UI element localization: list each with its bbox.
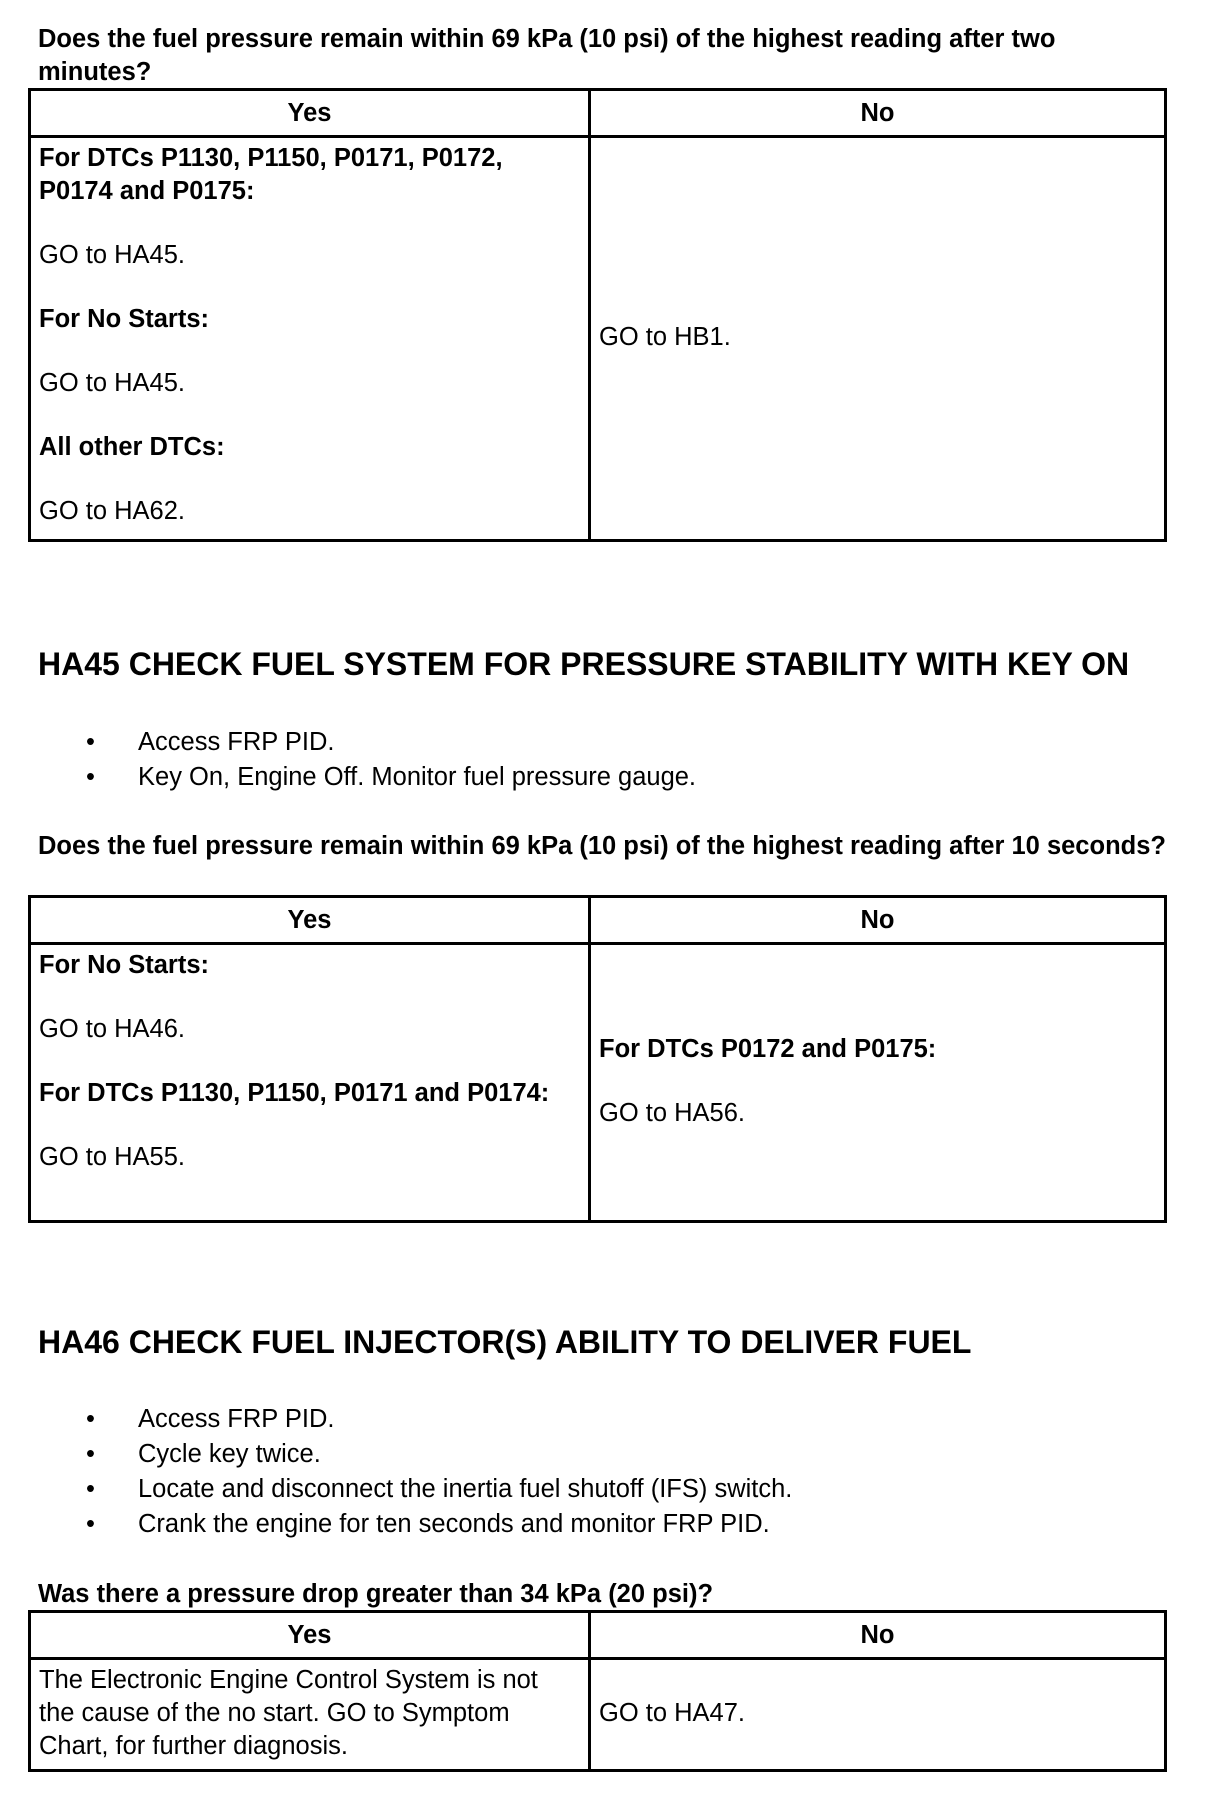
no-dtc-heading: For DTCs P0172 and P0175: (599, 1035, 937, 1063)
question-pressure-drop: Was there a pressure drop greater than 34 kPa (20 psi)? (38, 1580, 714, 1608)
ha45-steps (38, 725, 696, 795)
yes-cell (30, 944, 590, 1222)
yes-dtc-action: GO to HA55. (39, 1143, 185, 1171)
ha46-heading: HA46 CHECK FUEL INJECTOR(S) ABILITY TO DELIVER FUEL (38, 1324, 972, 1360)
ha46-step: • Access FRP PID. (38, 1402, 792, 1437)
yes-no-starts-heading: For No Starts: (39, 951, 210, 979)
question-two-minutes: Does the fuel pressure remain within 69 kPa (10 psi) of the highest reading after two minutes? (38, 25, 1056, 86)
no-action: GO to HA47. (599, 1699, 745, 1727)
ha45-step: • Access FRP PID. (38, 725, 696, 760)
ha46-steps (38, 1402, 792, 1542)
ha45-step: • Key On, Engine Off. Monitor fuel pressure gauge. (38, 760, 696, 795)
yes-no-starts-heading: For No Starts: (39, 305, 210, 333)
no-cell (590, 944, 1166, 1222)
decision-table-ha45 (28, 895, 1167, 1223)
yes-dtc-heading: For DTCs P1130, P1150, P0171 and P0174: (39, 1079, 550, 1107)
yes-header: Yes (30, 1612, 590, 1659)
question-ten-seconds: Does the fuel pressure remain within 69 kPa (10 psi) of the highest reading after 10 seconds? (38, 832, 1166, 860)
yes-header: Yes (30, 897, 590, 944)
yes-action: The Electronic Engine Control System is not the cause of the no start. GO to Symptom Chart, for further diagnosis. (39, 1666, 538, 1760)
yes-header: Yes (30, 90, 590, 137)
no-cell (590, 137, 1166, 541)
yes-no-starts-action: GO to HA46. (39, 1015, 185, 1043)
yes-dtc-action: GO to HA45. (39, 241, 185, 269)
ha46-step: • Crank the engine for ten seconds and monitor FRP PID. (38, 1507, 792, 1542)
ha45-heading: HA45 CHECK FUEL SYSTEM FOR PRESSURE STABILITY WITH KEY ON (38, 646, 1130, 682)
yes-dtc-heading: For DTCs P1130, P1150, P0171, P0172, P0174 and P0175: (39, 144, 503, 205)
decision-table-ha46 (28, 1610, 1167, 1772)
no-action: GO to HB1. (599, 323, 731, 351)
yes-other-dtcs-heading: All other DTCs: (39, 433, 225, 461)
yes-no-starts-action: GO to HA45. (39, 369, 185, 397)
no-header: No (590, 1612, 1166, 1659)
yes-cell (30, 137, 590, 541)
yes-other-dtcs-action: GO to HA62. (39, 497, 185, 525)
no-dtc-action: GO to HA56. (599, 1099, 745, 1127)
ha46-step: • Locate and disconnect the inertia fuel shutoff (IFS) switch. (38, 1472, 792, 1507)
yes-cell (30, 1659, 590, 1771)
no-cell (590, 1659, 1166, 1771)
no-header: No (590, 90, 1166, 137)
decision-table-1 (28, 88, 1167, 542)
ha46-step: • Cycle key twice. (38, 1437, 792, 1472)
no-header: No (590, 897, 1166, 944)
